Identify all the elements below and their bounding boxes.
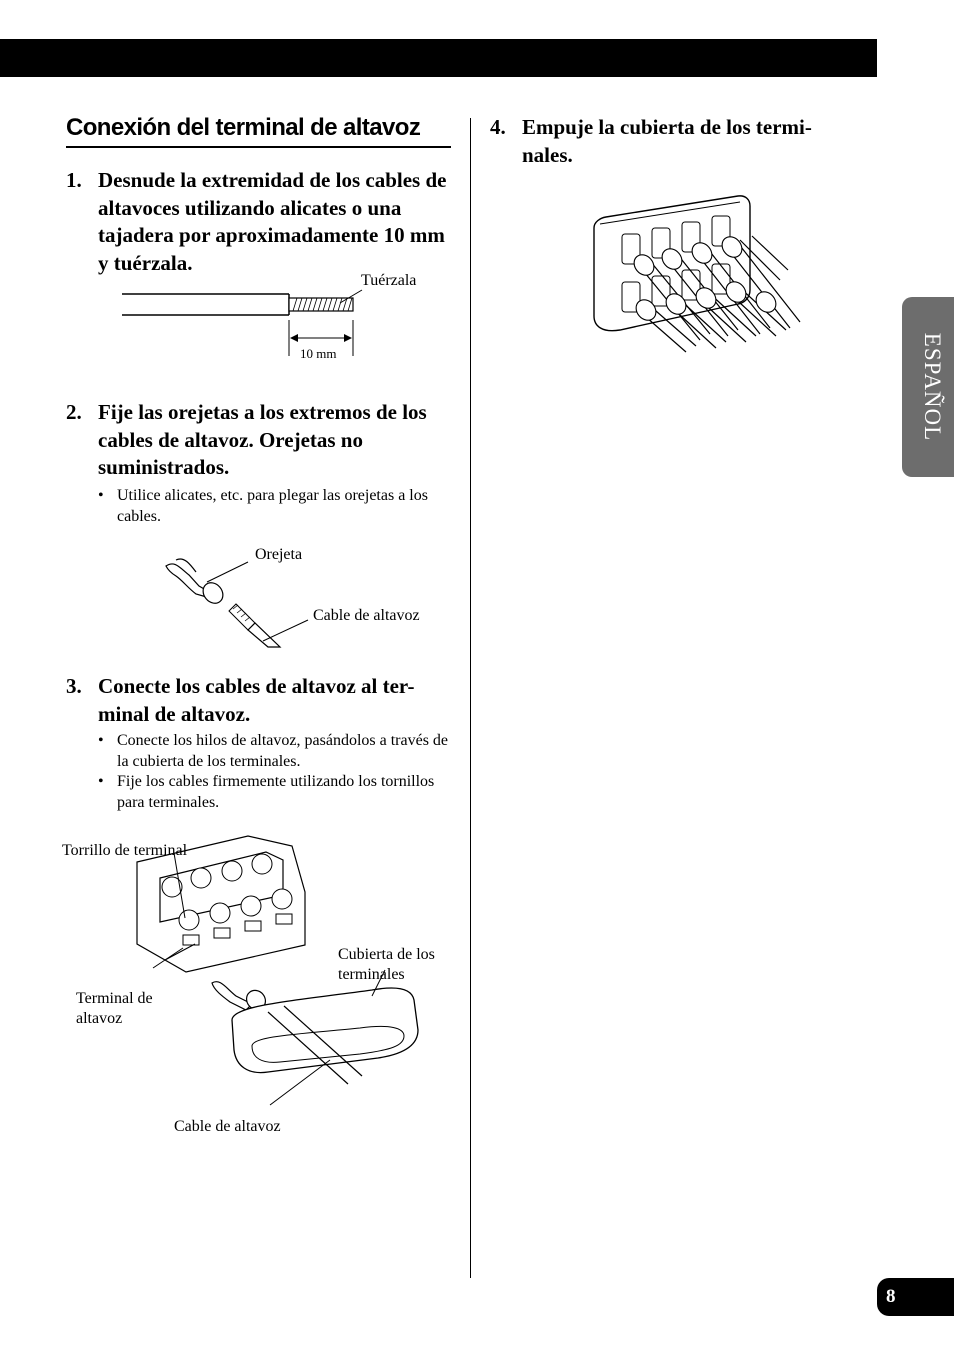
terminal-label: Terminal de altavoz (76, 990, 153, 1027)
step-number: 1. (66, 168, 82, 192)
cable-label: Cable de altavoz (313, 607, 420, 624)
bullet-item: • Conecte los hilos de altavoz, pasándolos a través de la cubierta de los terminales. (98, 731, 450, 772)
step-number: 4. (490, 115, 506, 139)
step-number: 2. (66, 400, 82, 424)
lug-label: Orejeta (255, 546, 303, 563)
step-text: Desnude la extremidad de los cables de altavoces utilizando alicates o una tajadera por aproximadamente 10 mm y tuérzala. (98, 168, 447, 275)
step-number: 3. (66, 674, 82, 698)
cable-label: Cable de altavoz (174, 1118, 281, 1135)
bullet-item: • Fije los cables firmemente utilizando los tornillos para terminales. (98, 772, 450, 813)
step-text: Conecte los cables de altavoz al ter- minal de altavoz. (98, 674, 415, 726)
length-label: 10 mm (300, 346, 337, 361)
step-text: Empuje la cubierta de los termi- nales. (522, 115, 812, 167)
step-text: Fije las orejetas a los extremos de los cables de altavoz. Orejetas no suministrados. (98, 400, 427, 479)
page-number: 8 (877, 1278, 954, 1316)
screw-label: Torrillo de terminal (62, 842, 188, 859)
cover-label: Cubierta de los terminales (338, 946, 435, 983)
twist-label: Tuérzala (361, 272, 417, 289)
section-title: Conexión del terminal de altavoz (66, 114, 451, 148)
language-tab-label: ESPAÑOL (920, 332, 945, 442)
bullet-item: • Utilice alicates, etc. para plegar las orejetas a los cables. (98, 486, 450, 527)
